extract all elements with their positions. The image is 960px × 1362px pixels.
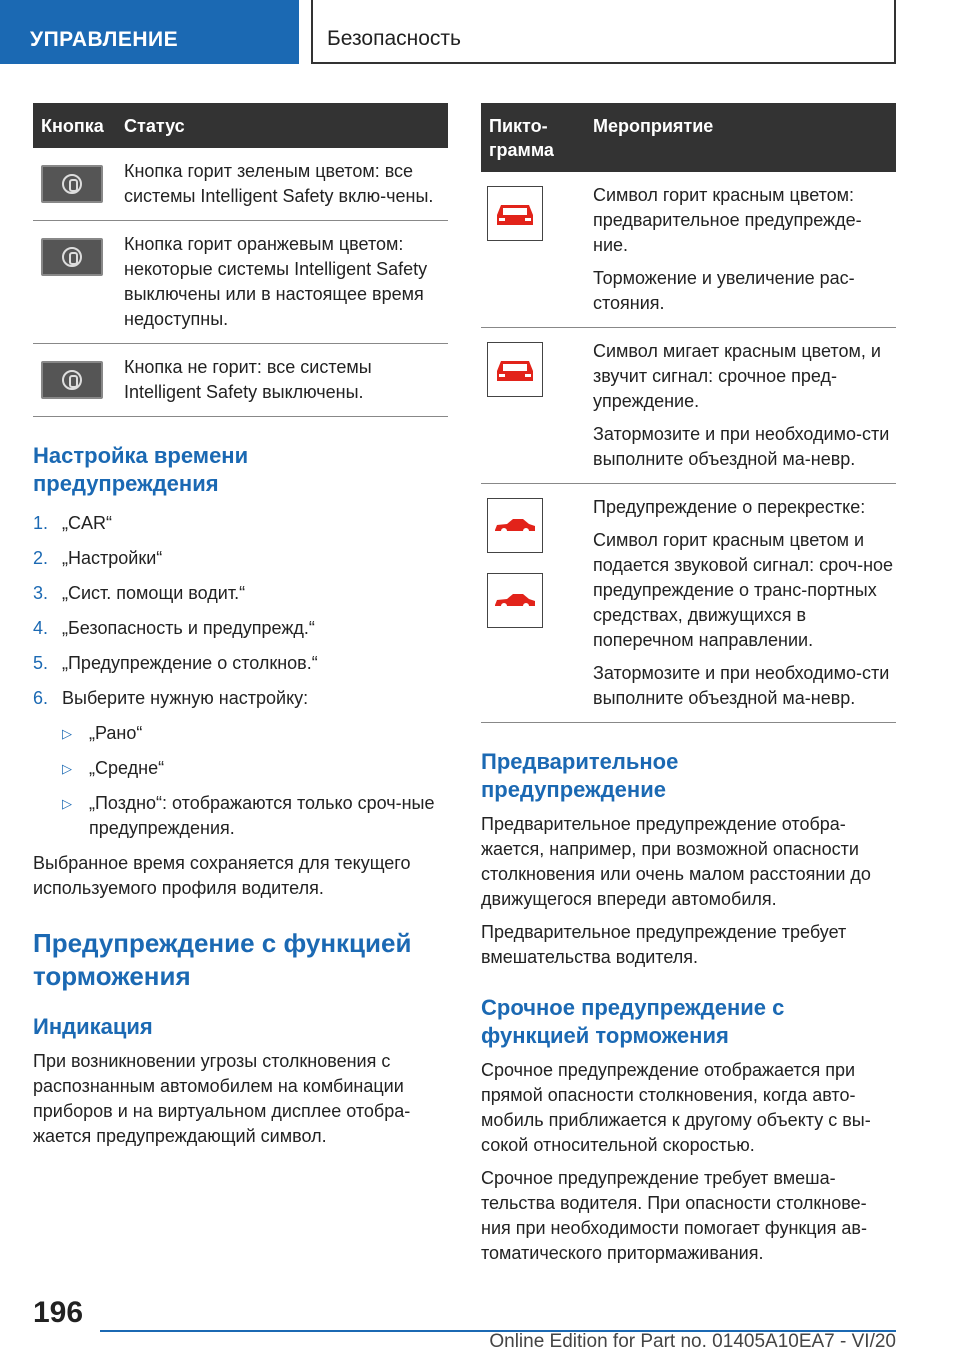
settings-steps [33,511,448,711]
list-item: 1. „CAR“ [33,513,112,533]
action-text: Затормозите и при необходимо-сти выполните объездной ма-невр. [593,663,890,708]
list-item: ▷ „Рано“ [33,721,448,746]
table-header-action: Мероприятие [593,103,896,172]
red-car-front-icon [487,186,543,241]
table-header-status: Статус [124,103,448,148]
chapter-title: Безопасность [311,0,896,64]
page-number: 196 [33,1296,84,1329]
list-item: ▷ „Поздно“: отображаются только сроч-ные предупреждения. [33,791,448,841]
acute-warning-heading: Срочное предупреждение с функцией торможения [481,995,785,1048]
list-item: ▷ „Средне“ [33,756,448,781]
list-item: 2. „Настройки“ [33,548,163,568]
table-row [33,344,448,417]
table-header-button: Кнопка [33,103,124,148]
pictogram-table [481,103,896,723]
list-item: 4. „Безопасность и предупрежд.“ [33,618,315,638]
pre-warning-text: Предварительное предупреждение требует вмешательства водителя. [481,922,847,967]
braking-heading: Предупреждение с функцией торможения [33,928,412,991]
table-row [481,172,896,328]
list-item: 3. „Сист. помощи водит.“ [33,583,246,603]
settings-note: Выбранное время сохраняется для текущего используемого профиля водителя. [33,853,411,898]
action-text: Символ горит красным цветом и подается звуковой сигнал: сроч-ное предупреждение о транс-портных средствах, движущихся в поперечном направлении. [593,530,894,650]
pre-warning-heading: Предварительное предупреждение [481,749,679,802]
section-tab: УПРАВЛЕНИЕ [0,0,299,64]
triangle-bullet-icon: ▷ [62,796,72,811]
footer-edition: Online Edition for Part no. 01405A10EA7 - VI/20 [489,1331,896,1352]
safety-button-green-icon [41,165,103,203]
status-text: Кнопка горит зеленым цветом: все системы Intelligent Safety вклю-чены. [124,161,434,206]
acute-warning-text: Срочное предупреждение отображается при прямой опасности столкновения, когда авто-мобиль приближается к другому объекту с вы-сокой относительной скоростью. [481,1060,871,1155]
table-row [481,328,896,484]
right-column [481,103,896,1266]
table-header-pictogram: Пикто-грамма [481,103,593,172]
triangle-bullet-icon: ▷ [62,726,72,741]
red-car-side-icon [487,498,543,553]
safety-button-orange-icon [41,238,103,276]
settings-options [33,721,448,841]
red-car-side-icon [487,573,543,628]
status-text: Кнопка горит оранжевым цветом: некоторые системы Intelligent Safety выключены или в настоящее время недоступны. [124,234,428,329]
list-item: 5. „Предупреждение о столкнов.“ [33,653,318,673]
left-column [33,103,448,1149]
list-item: 6. Выберите нужную настройку: [33,688,309,708]
action-text: Символ мигает красным цветом, и звучит сигнал: срочное пред-упреждение. [593,341,881,411]
action-text: Предупреждение о перекрестке: [593,497,866,517]
button-status-table [33,103,448,417]
indication-heading: Индикация [33,1014,153,1039]
status-text: Кнопка не горит: все системы Intelligent Safety выключены. [124,357,372,402]
settings-heading: Настройка времени предупреждения [33,443,249,496]
red-car-front-icon [487,342,543,397]
action-text: Символ горит красным цветом: предварительное предупрежде-ние. [593,185,862,255]
triangle-bullet-icon: ▷ [62,761,72,776]
action-text: Затормозите и при необходимо-сти выполните объездной ма-невр. [593,424,890,469]
table-row [33,148,448,221]
action-text: Торможение и увеличение рас-стояния. [593,268,855,313]
pre-warning-text: Предварительное предупреждение отобра-жается, например, при возможной опасности столкновения или очень малом расстоянии до движущегося впереди автомобиля. [481,814,871,909]
acute-warning-text: Срочное предупреждение требует вмеша-тельства водителя. При опасности столкнове-ния при необходимости помогает функция ав-томатического притормаживания. [481,1168,867,1263]
safety-button-off-icon [41,361,103,399]
indication-text: При возникновении угрозы столкновения с распознанным автомобилем на комбинации приборов и на виртуальном дисплее отобра-жается предупреждающий символ. [33,1051,411,1146]
table-row [481,484,896,723]
table-row [33,221,448,344]
